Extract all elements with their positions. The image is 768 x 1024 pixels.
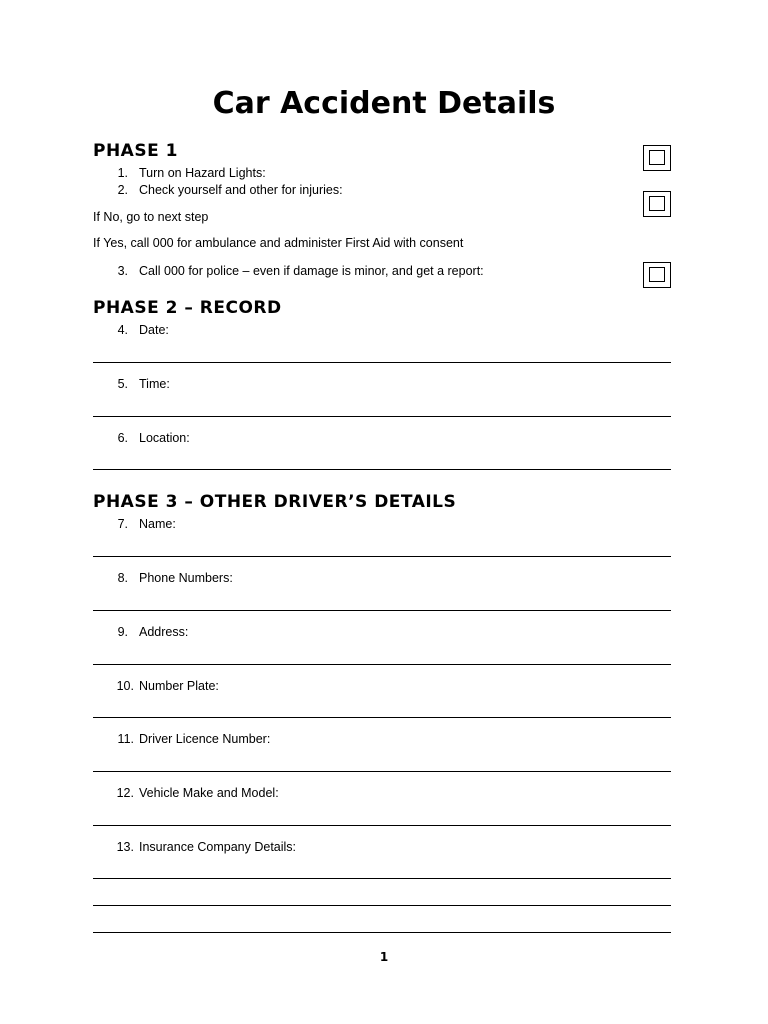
item1-number: 1.: [117, 166, 128, 180]
item7-number: 7.: [117, 517, 128, 531]
item5-label: Time:: [139, 377, 170, 391]
phase1-heading: PHASE 1: [93, 141, 178, 161]
if-no-instruction: If No, go to next step: [93, 210, 209, 224]
checkbox-inner-square: [649, 267, 665, 282]
document-title: Car Accident Details: [212, 86, 556, 121]
injuries-checkbox[interactable]: [643, 191, 671, 217]
vehicle-answer-line[interactable]: [93, 825, 671, 826]
insurance-answer-line[interactable]: [93, 932, 671, 933]
item10-label: Number Plate:: [139, 679, 219, 693]
item11-number: 11.: [117, 732, 134, 746]
phase2-heading: PHASE 2 – RECORD: [93, 298, 282, 318]
item12-number: 12.: [116, 786, 134, 800]
licence-number-answer-line[interactable]: [93, 771, 671, 772]
item9-number: 9.: [117, 625, 128, 639]
item6-number: 6.: [117, 431, 128, 445]
item12-label: Vehicle Make and Model:: [139, 786, 279, 800]
insurance-answer-line[interactable]: [93, 878, 671, 879]
item11-label: Driver Licence Number:: [139, 732, 271, 746]
location-answer-line[interactable]: [93, 469, 671, 470]
hazard-lights-checkbox[interactable]: [643, 145, 671, 171]
item4-label: Date:: [139, 323, 169, 337]
insurance-answer-line[interactable]: [93, 905, 671, 906]
page-number: 1: [379, 950, 389, 964]
item8-number: 8.: [117, 571, 128, 585]
item13-number: 13.: [116, 840, 134, 854]
item13-label: Insurance Company Details:: [139, 840, 297, 854]
if-yes-instruction: If Yes, call 000 for ambulance and administer First Aid with consent: [93, 236, 464, 250]
date-answer-line[interactable]: [93, 362, 671, 363]
police-checkbox[interactable]: [643, 262, 671, 288]
name-answer-line[interactable]: [93, 556, 671, 557]
phase3-heading: PHASE 3 – OTHER DRIVER’S DETAILS: [93, 492, 457, 512]
item2-label: Check yourself and other for injuries:: [139, 183, 343, 197]
item2-number: 2.: [117, 183, 128, 197]
item3-label: Call 000 for police – even if damage is minor, and get a report:: [139, 264, 484, 278]
item9-label: Address:: [139, 625, 189, 639]
item6-label: Location:: [139, 431, 190, 445]
address-answer-line[interactable]: [93, 664, 671, 665]
checkbox-inner-square: [649, 150, 665, 165]
item1-label: Turn on Hazard Lights:: [139, 166, 266, 180]
item4-number: 4.: [117, 323, 128, 337]
number-plate-answer-line[interactable]: [93, 717, 671, 718]
time-answer-line[interactable]: [93, 416, 671, 417]
item8-label: Phone Numbers:: [139, 571, 233, 585]
item5-number: 5.: [117, 377, 128, 391]
item7-label: Name:: [139, 517, 176, 531]
item3-number: 3.: [117, 264, 128, 278]
item10-number: 10.: [116, 679, 134, 693]
phone-numbers-answer-line[interactable]: [93, 610, 671, 611]
checkbox-inner-square: [649, 196, 665, 211]
